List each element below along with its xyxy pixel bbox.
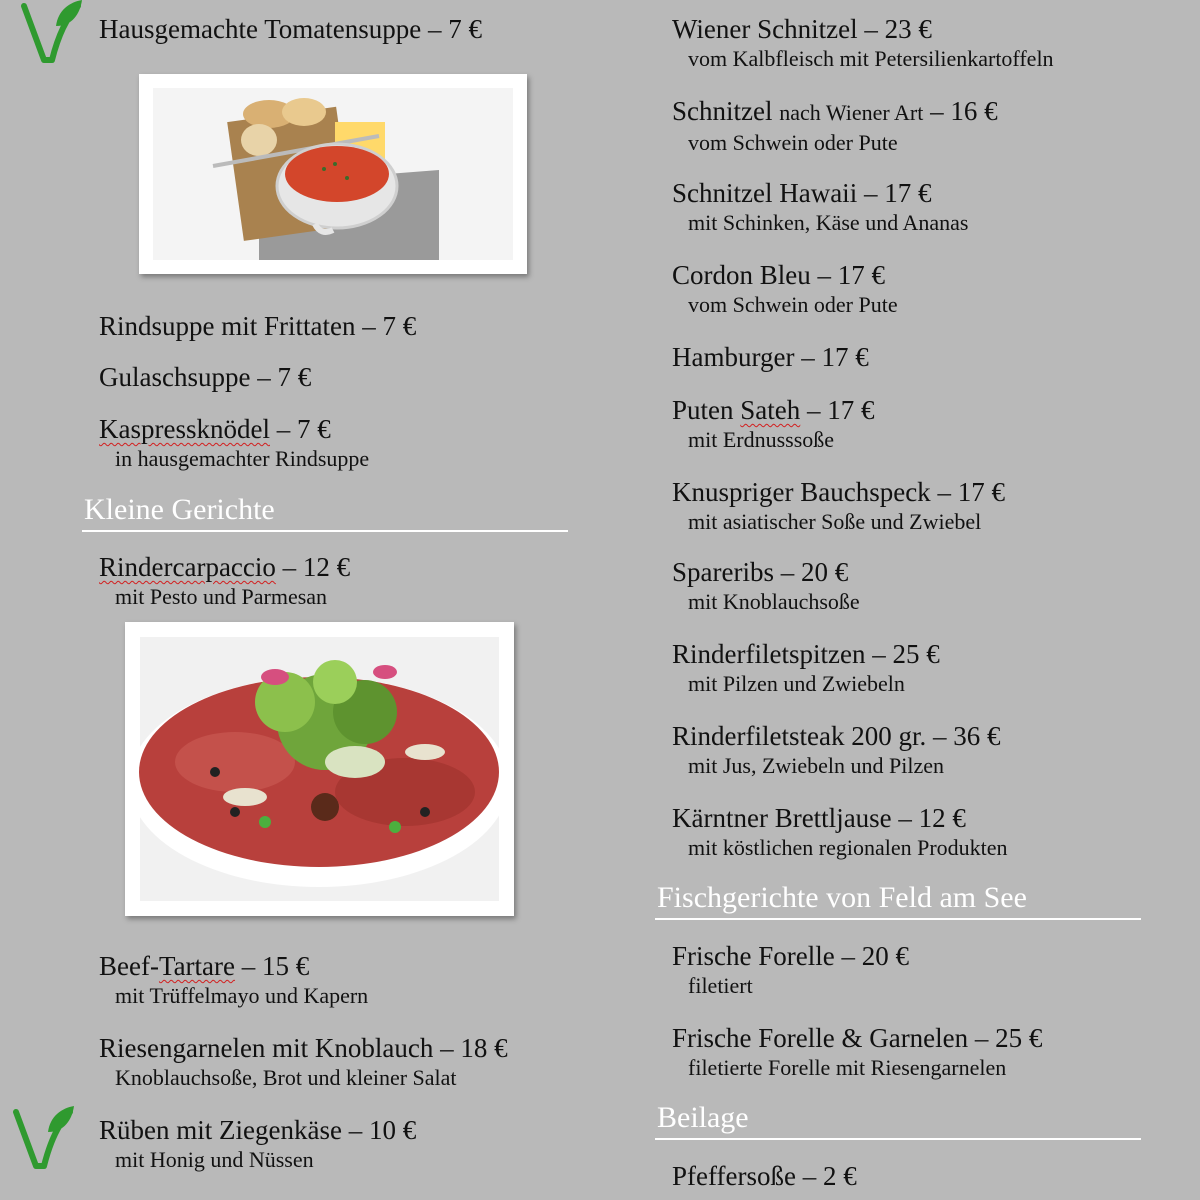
dash: –: [857, 14, 885, 44]
item-name: Wiener Schnitzel: [672, 14, 858, 44]
item-description: mit Knoblauchsoße: [688, 589, 860, 614]
item-name: Cordon Bleu: [672, 260, 811, 290]
item-name-part: Sateh: [740, 395, 801, 425]
item-name-part: Tartare: [158, 951, 236, 981]
item-price: 17 €: [957, 477, 1005, 507]
item-description: Knoblauchsoße, Brot und kleiner Salat: [115, 1065, 457, 1090]
dash: –: [269, 414, 297, 444]
item-description: mit asiatischer Soße und Zwiebel: [688, 509, 982, 534]
menu-item: [672, 13, 1054, 73]
item-price: 12 €: [302, 552, 351, 582]
dash: –: [810, 260, 838, 290]
item-name: Kaspressknödel: [99, 414, 270, 444]
menu-item: [672, 1022, 1042, 1082]
dash: –: [800, 395, 828, 425]
dash: –: [865, 639, 893, 669]
dash: –: [235, 951, 263, 981]
carpaccio-image: [125, 622, 514, 916]
vegetarian-leaf-icon: [18, 0, 84, 64]
item-price: 25 €: [995, 1023, 1043, 1053]
menu-item: [99, 413, 369, 473]
item-name: Hamburger: [672, 342, 795, 372]
vegetarian-leaf-icon: [10, 1106, 76, 1170]
item-price: 15 €: [262, 951, 310, 981]
item-price: 12 €: [918, 803, 966, 833]
item-name: Hausgemachte Tomatensuppe: [99, 14, 422, 44]
section-divider: [655, 1138, 1141, 1140]
menu-item: [99, 361, 311, 393]
item-name: Rüben mit Ziegenkäse: [99, 1115, 342, 1145]
menu-item: [672, 802, 1008, 862]
menu-item: [672, 556, 860, 616]
menu-item: [99, 13, 482, 45]
item-description: vom Kalbfleisch mit Petersilienkartoffeln: [688, 46, 1054, 71]
item-price: 18 €: [460, 1033, 508, 1063]
dash: –: [250, 362, 278, 392]
item-name: Rinderfiletspitzen: [672, 639, 866, 669]
soup-photo: [139, 74, 527, 274]
menu-item: [672, 341, 869, 373]
menu-item: [99, 310, 416, 342]
item-price: 16 €: [950, 96, 998, 126]
item-price: 17 €: [827, 395, 875, 425]
menu-item: [672, 476, 1005, 536]
item-price: 2 €: [822, 1161, 857, 1191]
item-description: mit Schinken, Käse und Ananas: [688, 210, 969, 235]
dash: –: [794, 342, 822, 372]
item-description: vom Schwein oder Pute: [688, 130, 898, 155]
menu-item: [672, 394, 875, 454]
item-name-part: nach Wiener Art: [779, 100, 924, 125]
tomato-soup-image: [139, 74, 527, 274]
section-divider: [82, 530, 568, 532]
dash: –: [857, 178, 885, 208]
item-price: 17 €: [821, 342, 869, 372]
item-name: Frische Forelle & Garnelen: [672, 1023, 969, 1053]
item-name: Knuspriger Bauchspeck: [672, 477, 931, 507]
item-name: Schnitzel Hawaii: [672, 178, 858, 208]
section-heading-fischgerichte: Fischgerichte von Feld am See: [657, 881, 1027, 914]
item-description: mit Jus, Zwiebeln und Pilzen: [688, 753, 945, 778]
menu-item: [99, 1032, 508, 1092]
item-price: 36 €: [953, 721, 1001, 751]
item-name: Puten: [672, 395, 741, 425]
item-name: Rindercarpaccio: [99, 552, 276, 582]
item-name: Riesengarnelen mit Knoblauch: [99, 1033, 434, 1063]
dash: –: [433, 1033, 461, 1063]
dash: –: [930, 477, 958, 507]
menu-item: [99, 551, 350, 611]
menu-item: [672, 177, 968, 237]
item-price: 7 €: [448, 14, 483, 44]
item-description: mit köstlichen regionalen Produkten: [688, 835, 1008, 860]
dash: –: [834, 941, 862, 971]
item-price: 7 €: [277, 362, 312, 392]
section-divider: [655, 918, 1141, 920]
item-name: Schnitzel: [672, 96, 773, 126]
item-description: mit Pilzen und Zwiebeln: [688, 671, 905, 696]
dash: –: [923, 96, 951, 126]
dash: –: [421, 14, 449, 44]
item-price: 25 €: [892, 639, 940, 669]
item-description: mit Trüffelmayo und Kapern: [115, 983, 369, 1008]
item-name: Spareribs: [672, 557, 774, 587]
item-name: Rinderfiletsteak 200 gr.: [672, 721, 927, 751]
dash: –: [968, 1023, 996, 1053]
menu-item: [672, 940, 909, 1000]
dash: –: [926, 721, 954, 751]
dash: –: [891, 803, 919, 833]
item-price: 17 €: [837, 260, 885, 290]
menu-item: [672, 720, 1000, 780]
menu-item: [99, 1114, 416, 1174]
menu-item: [672, 1160, 857, 1192]
section-heading-kleine-gerichte: Kleine Gerichte: [84, 493, 275, 526]
dash: –: [795, 1161, 823, 1191]
item-name: Beef-: [99, 951, 159, 981]
item-description: in hausgemachter Rindsuppe: [115, 446, 370, 471]
item-description: mit Erdnusssoße: [688, 427, 835, 452]
carpaccio-photo: [125, 622, 514, 916]
menu-item: [672, 259, 898, 319]
menu-item: [672, 638, 940, 698]
item-description: filetiert: [688, 973, 753, 998]
item-price: 17 €: [884, 178, 932, 208]
item-description: mit Honig und Nüssen: [115, 1147, 314, 1172]
item-price: 7 €: [382, 311, 417, 341]
item-price: 7 €: [296, 414, 331, 444]
item-name: Pfeffersoße: [672, 1161, 796, 1191]
item-price: 20 €: [800, 557, 849, 587]
item-name: Rindsuppe mit Frittaten: [99, 311, 356, 341]
item-price: 23 €: [884, 14, 932, 44]
menu-item: [99, 950, 368, 1010]
dash: –: [355, 311, 383, 341]
item-name: Gulaschsuppe: [99, 362, 251, 392]
item-name: Kärntner Brettljause: [672, 803, 892, 833]
dash: –: [773, 557, 801, 587]
item-price: 10 €: [368, 1115, 417, 1145]
item-name: Frische Forelle: [672, 941, 835, 971]
item-description: filetierte Forelle mit Riesengarnelen: [688, 1055, 1007, 1080]
dash: –: [275, 552, 303, 582]
dash: –: [341, 1115, 369, 1145]
item-price: 20 €: [861, 941, 909, 971]
item-description: mit Pesto und Parmesan: [115, 584, 328, 609]
section-heading-beilage: Beilage: [657, 1101, 749, 1134]
menu-item: [672, 95, 998, 157]
item-description: vom Schwein oder Pute: [688, 292, 898, 317]
